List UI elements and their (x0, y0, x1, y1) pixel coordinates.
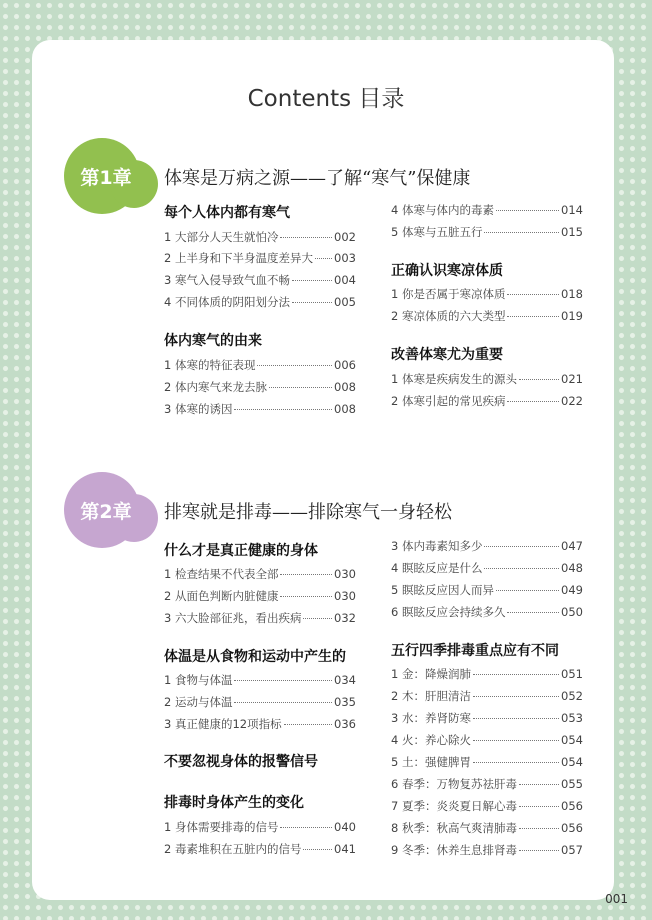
toc-entry[interactable] (391, 286, 583, 302)
entry-page: 051 (561, 667, 583, 681)
leader-dots (519, 784, 559, 785)
leader-dots (234, 702, 332, 703)
chapter-2-label: 第2章 (80, 501, 132, 523)
toc-entry[interactable] (391, 308, 583, 324)
entry-page: 003 (334, 251, 356, 265)
leader-dots (234, 680, 332, 681)
section-heading: 体温是从食物和运动中产生的 (164, 649, 346, 665)
entry-text: 4 火：养心除火 (391, 733, 471, 747)
entry-page: 022 (561, 394, 583, 408)
leader-dots (284, 724, 332, 725)
entry-page: 006 (334, 358, 356, 372)
section-heading: 正确认识寒凉体质 (391, 263, 503, 279)
toc-entry[interactable] (164, 294, 356, 310)
leader-dots (280, 574, 332, 575)
toc-entry[interactable] (164, 272, 356, 288)
toc-entry[interactable] (164, 819, 356, 835)
entry-text: 8 秋季：秋高气爽清肺毒 (391, 821, 517, 835)
leader-dots (473, 674, 559, 675)
entry-text: 1 体寒的特征表现 (164, 358, 256, 372)
toc-entry[interactable] (164, 672, 356, 688)
entry-text: 1 食物与体温 (164, 673, 233, 687)
entry-page: 030 (334, 589, 356, 603)
leader-dots (280, 237, 332, 238)
chapter-1-badge (64, 136, 164, 212)
leader-dots (507, 612, 559, 613)
leader-dots (507, 401, 559, 402)
leader-dots (507, 316, 559, 317)
entry-text: 1 检查结果不代表全部 (164, 567, 279, 581)
entry-page: 030 (334, 567, 356, 581)
entry-text: 2 上半身和下半身温度差异大 (164, 251, 313, 265)
leader-dots (303, 849, 332, 850)
leader-dots (484, 546, 559, 547)
entry-page: 005 (334, 295, 356, 309)
toc-entry[interactable] (164, 716, 356, 732)
entry-text: 1 身体需要排毒的信号 (164, 820, 279, 834)
entry-text: 2 体寒引起的常见疾病 (391, 394, 506, 408)
entry-text: 2 寒凉体质的六大类型 (391, 309, 506, 323)
entry-text: 2 木：肝胆清洁 (391, 689, 471, 703)
entry-text: 4 不同体质的阴阳划分法 (164, 295, 290, 309)
leader-dots (496, 590, 559, 591)
toc-entry[interactable] (391, 393, 583, 409)
toc-entry[interactable] (164, 566, 356, 582)
entry-page: 034 (334, 673, 356, 687)
entry-text: 2 从面色判断内脏健康 (164, 589, 279, 603)
toc-entry[interactable] (391, 842, 583, 858)
toc-entry[interactable] (391, 371, 583, 387)
entry-page: 049 (561, 583, 583, 597)
entry-page: 055 (561, 777, 583, 791)
leader-dots (484, 232, 559, 233)
section-heading: 五行四季排毒重点应有不同 (391, 643, 559, 659)
entry-text: 6 春季：万物复苏祛肝毒 (391, 777, 517, 791)
entry-text: 3 体寒的诱因 (164, 402, 233, 416)
toc-entry[interactable] (164, 250, 356, 266)
toc-entry[interactable] (164, 610, 356, 626)
toc-entry[interactable] (391, 604, 583, 620)
chapter-2-badge (64, 470, 164, 546)
entry-page: 032 (334, 611, 356, 625)
entry-text: 1 你是否属于寒凉体质 (391, 287, 506, 301)
entry-page: 050 (561, 605, 583, 619)
entry-text: 6 瞑眩反应会持续多久 (391, 605, 506, 619)
entry-text: 5 体寒与五脏五行 (391, 225, 483, 239)
entry-text: 3 体内毒素知多少 (391, 539, 483, 553)
leader-dots (303, 618, 332, 619)
leader-dots (257, 365, 332, 366)
toc-entry[interactable] (391, 798, 583, 814)
leader-dots (519, 828, 559, 829)
entry-text: 7 夏季：炎炎夏日解心毒 (391, 799, 517, 813)
entry-page: 004 (334, 273, 356, 287)
entry-page: 053 (561, 711, 583, 725)
leader-dots (507, 294, 559, 295)
chapter-1-title: 体寒是万病之源——了解“寒气”保健康 (164, 168, 471, 189)
entry-page: 008 (334, 380, 356, 394)
entry-page: 052 (561, 689, 583, 703)
toc-entry[interactable] (164, 379, 356, 395)
entry-page: 015 (561, 225, 583, 239)
toc-entry[interactable] (391, 710, 583, 726)
toc-entry[interactable] (391, 224, 583, 240)
entry-text: 3 水：养肾防寒 (391, 711, 471, 725)
chapter-1-label: 第1章 (80, 167, 132, 189)
leader-dots (484, 568, 559, 569)
page-number: 001 (605, 892, 628, 906)
entry-page: 047 (561, 539, 583, 553)
contents-title: Contents 目录 (247, 86, 405, 112)
entry-page: 056 (561, 799, 583, 813)
section-heading: 改善体寒尤为重要 (391, 347, 503, 363)
entry-page: 056 (561, 821, 583, 835)
entry-text: 2 毒素堆积在五脏内的信号 (164, 842, 302, 856)
entry-text: 3 六大脸部征兆，看出疾病 (164, 611, 302, 625)
entry-text: 5 土：强健脾胃 (391, 755, 471, 769)
entry-page: 014 (561, 203, 583, 217)
entry-page: 036 (334, 717, 356, 731)
entry-text: 2 运动与体温 (164, 695, 233, 709)
section-heading: 什么才是真正健康的身体 (164, 543, 318, 559)
entry-text: 9 冬季：休养生息排肾毒 (391, 843, 517, 857)
entry-text: 4 体寒与体内的毒素 (391, 203, 494, 217)
entry-page: 021 (561, 372, 583, 386)
entry-page: 054 (561, 755, 583, 769)
entry-text: 5 瞑眩反应因人而异 (391, 583, 494, 597)
entry-text: 3 真正健康的12项指标 (164, 717, 282, 731)
toc-entry[interactable] (164, 229, 356, 245)
entry-page: 035 (334, 695, 356, 709)
entry-page: 018 (561, 287, 583, 301)
toc-entry[interactable] (391, 688, 583, 704)
section-heading: 体内寒气的由来 (164, 333, 262, 349)
leader-dots (292, 280, 332, 281)
entry-text: 2 体内寒气来龙去脉 (164, 380, 267, 394)
toc-entry[interactable] (391, 538, 583, 554)
entry-page: 048 (561, 561, 583, 575)
leader-dots (496, 210, 559, 211)
toc-entry[interactable] (391, 202, 583, 218)
leader-dots (473, 718, 559, 719)
section-heading: 每个人体内都有寒气 (164, 205, 290, 221)
leader-dots (473, 696, 559, 697)
toc-entry[interactable] (391, 732, 583, 748)
leader-dots (315, 258, 332, 259)
toc-entry[interactable] (164, 694, 356, 710)
toc-entry[interactable] (164, 401, 356, 417)
leader-dots (234, 409, 332, 410)
toc-entry[interactable] (391, 582, 583, 598)
leader-dots (269, 387, 332, 388)
entry-text: 1 金：降燥润肺 (391, 667, 471, 681)
toc-entry[interactable] (391, 560, 583, 576)
entry-text: 1 大部分人天生就怕冷 (164, 230, 279, 244)
toc-entry[interactable] (391, 776, 583, 792)
chapter-2-title: 排寒就是排毒——排除寒气一身轻松 (164, 502, 452, 523)
entry-text: 1 体寒是疾病发生的源头 (391, 372, 517, 386)
toc-entry[interactable] (391, 820, 583, 836)
toc-entry[interactable] (391, 754, 583, 770)
entry-page: 054 (561, 733, 583, 747)
leader-dots (519, 850, 559, 851)
leader-dots (280, 827, 332, 828)
entry-page: 057 (561, 843, 583, 857)
section-heading: 排毒时身体产生的变化 (164, 795, 304, 811)
entry-text: 3 寒气入侵导致气血不畅 (164, 273, 290, 287)
leader-dots (519, 379, 559, 380)
leader-dots (473, 762, 559, 763)
toc-entry[interactable] (164, 588, 356, 604)
leader-dots (292, 302, 332, 303)
leader-dots (473, 740, 559, 741)
entry-page: 002 (334, 230, 356, 244)
entry-page: 019 (561, 309, 583, 323)
leader-dots (280, 596, 332, 597)
leader-dots (519, 806, 559, 807)
toc-entry[interactable] (391, 666, 583, 682)
toc-entry[interactable] (164, 841, 356, 857)
entry-page: 040 (334, 820, 356, 834)
section-heading: 不要忽视身体的报警信号 (164, 754, 318, 770)
toc-entry[interactable] (164, 357, 356, 373)
entry-page: 041 (334, 842, 356, 856)
entry-page: 008 (334, 402, 356, 416)
entry-text: 4 瞑眩反应是什么 (391, 561, 483, 575)
